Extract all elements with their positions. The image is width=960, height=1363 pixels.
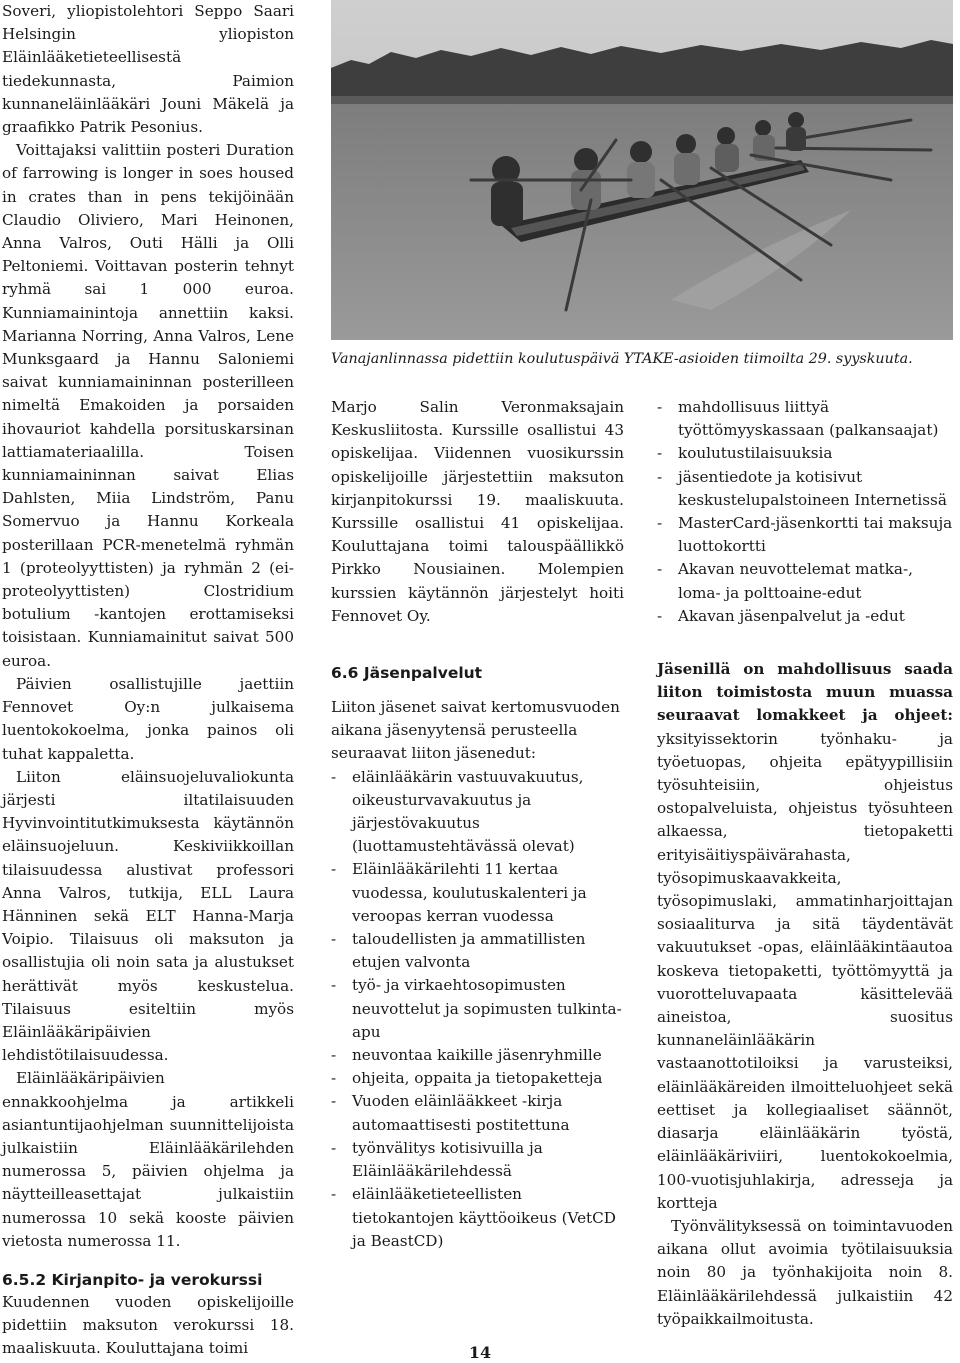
right-column — [657, 396, 953, 1331]
benefit-list — [331, 766, 624, 1253]
paragraph-jury: Soveri, yliopistolehtori Seppo Saari Helsingin yliopiston Eläinlääketieteellisestä tiedekunnasta, Paimion kunnaneläinlääkäri Jouni Mäkelä ja graafikko Patrik Pesonius. — [2, 2, 294, 137]
page-number: 14 — [468, 1343, 492, 1362]
paragraph-job-service: Työnvälityksessä on toimintavuoden aikana ollut avoimia työtilaisuuksia noin 80 ja työnhakijoita noin 8. Eläinlääkärilehdessä julkaistiin 42 työpaikkailmoitusta. — [657, 1216, 953, 1328]
list-item: - Vuoden eläinlääkkeet -kirja automaattisesti postitettuna — [331, 1090, 624, 1136]
left-column — [2, 0, 294, 1361]
paragraph-benefits-intro: Liiton jäsenet saivat kertomusvuoden aikana jäsenyytensä perusteella seuraavat liiton jäsenedut: — [331, 698, 620, 763]
list-item: - MasterCard-jäsenkortti tai maksuja luottokortti — [657, 512, 953, 558]
paragraph-welfare-evening: Liiton eläinsuojeluvaliokunta järjesti iltatilaisuuden Hyvinvointitutkimuksesta käytännön eläinsuojeluun. Keskiviikkoillan tilaisuudessa alustivat professori Anna Valros, tutkija, ELL Laura Hänninen sekä ELT Hanna-Marja Voipio. Tilaisuus oli maksuton ja osallistujia oli noin sata ja alustukset herättivät myös keskustelua. Tilaisuus esiteltiin myös Eläinlääkäripäivien lehdistötilaisuudessa. — [2, 767, 294, 1065]
middle-column — [331, 396, 624, 1253]
heading-6-6: 6.6 Jäsenpalvelut — [331, 664, 483, 683]
paragraph-tax-course: Kuudennen vuoden opiskelijoille pidettiin maksuton verokurssi 18. maaliskuuta. Kouluttajana toimi — [2, 1292, 294, 1358]
forms-list-text: yksityissektorin työnhaku- ja työetuopas, ohjeita epätyypillisiin työsuhteisiin, ohjeistus ostopalveluista, ohjeistus työsuhteen alkaessa, tietopaketti erityisäitiyspäivärahasta, työsopimuskaavakkeita, työsopimuslaki, ammatinharjoittajan sosiaaliturva ja sitä täydentävät vakuutukset -opas, eläinlääkintäautoa koskeva tietopaketti, työttömyyttä ja vuorotteluvapaata käsittelevää aineistoa, suositus kunnaneläinlääkärin vastaanottotiloiksi ja varusteiksi, eläinlääkäreiden ilmoitteluohjeet sekä eettiset ja kollegiaaliset säännöt, diasarja eläinlääkärin työstä, eläinlääkäriviiri, luentokokoelmia, 100-vuotisjuhlakirja, adresseja ja kortteja — [657, 729, 953, 1212]
paragraph-lecture-collection: Päivien osallistujille jaettiin Fennovet Oy:n julkaisema luentokokoelma, jonka painos oli tuhat kappaletta. — [2, 674, 294, 763]
list-item: - neuvontaa kaikille jäsenryhmille — [331, 1044, 624, 1067]
forms-lead: Jäsenillä on mahdollisuus saada liiton toimistosta muun muassa seuraavat lomakkeet ja ohjeet: — [657, 660, 953, 725]
benefit-list-continued — [657, 396, 953, 628]
paragraph-tax-course-cont: Marjo Salin Veronmaksajain Keskusliitosta. Kurssille osallistui 43 opiskelijaa. Viidennen vuosikurssin opiskelijoille järjestettiin maksuton kirjanpitokurssi 19. maaliskuuta. Kurssille osallistui 41 opiskelijaa. Kouluttajana toimi talouspäällikkö Pirkko Nousiainen. Molempien kurssien käytännön järjestelyt hoiti Fennovet Oy. — [331, 398, 624, 625]
heading-6-5-2: 6.5.2 Kirjanpito- ja verokurssi — [2, 1270, 263, 1289]
list-item: - työ- ja virkaehtosopimusten neuvottelut ja sopimusten tulkinta-apu — [331, 974, 624, 1044]
list-item: - Akavan neuvottelemat matka-, loma- ja polttoaine-edut — [657, 558, 953, 604]
paragraph-programme: Eläinlääkäripäivien ennakkoohjelma ja artikkeli asiantuntijaohjelman suunnittelijoista julkaistiin Eläinlääkärilehden numerossa 5, päivien ohjelma ja näytteilleasettajat julkaistiin numerossa 10 sekä kooste päivien vietosta numerossa 11. — [2, 1069, 294, 1250]
lake-rowing-image — [331, 0, 953, 340]
list-item: - Eläinlääkärilehti 11 kertaa vuodessa, koulutuskalenteri ja veroopas kerran vuodessa — [331, 858, 624, 928]
photo-caption: Vanajanlinnassa pidettiin koulutuspäivä YTAKE-asioiden tiimoilta 29. syyskuuta. — [331, 351, 913, 367]
list-item: - työnvälitys kotisivuilla ja Eläinlääkärilehdessä — [331, 1137, 624, 1183]
list-item: - ohjeita, oppaita ja tietopaketteja — [331, 1067, 624, 1090]
list-item: - taloudellisten ja ammatillisten etujen valvonta — [331, 928, 624, 974]
list-item: - eläinlääketieteellisten tietokantojen käyttöoikeus (VetCD ja BeastCD) — [331, 1183, 624, 1253]
list-item: - koulutustilaisuuksia — [657, 442, 953, 465]
list-item: - mahdollisuus liittyä työttömyyskassaan (palkansaajat) — [657, 396, 953, 442]
rowing-boat-photo — [331, 0, 953, 340]
list-item: - eläinlääkärin vastuuvakuutus, oikeusturvavakuutus ja järjestövakuutus (luottamustehtävässä olevat) — [331, 766, 624, 859]
paragraph-winner: Voittajaksi valittiin posteri Duration of farrowing is longer in soes housed in crates than in pens tekijöinään Claudio Oliviero, Mari Heinonen, Anna Valros, Outi Hälli ja Olli Peltoniemi. Voittavan posterin tehnyt ryhmä sai 1 000 euroa. Kunniamainintoja annettiin kaksi. Marianna Norring, Anna Valros, Lene Munksgaard ja Hannu Saloniemi saivat kunniamaininnan posterilleen nimeltä Emakoiden ja porsaiden ihovauriot kahdella porsituskarsinan lattiamateriaalilla. Toisen kunniamaininnan saivat Elias Dahlsten, Miia Lindström, Panu Somervuo ja Hannu Korkeala posterillaan PCR-menetelmä ryhmän 1 (proteolyyttisten) ja ryhmän 2 (ei-proteolyyttisten) Clostridium botulium -kantojen erottamiseksi toisistaan. Kunniamainitut saivat 500 euroa. — [2, 141, 294, 670]
list-item: - Akavan jäsenpalvelut ja -edut — [657, 605, 953, 628]
paragraph-forms — [657, 658, 953, 1215]
list-item: - jäsentiedote ja kotisivut keskustelupalstoineen Internetissä — [657, 466, 953, 512]
